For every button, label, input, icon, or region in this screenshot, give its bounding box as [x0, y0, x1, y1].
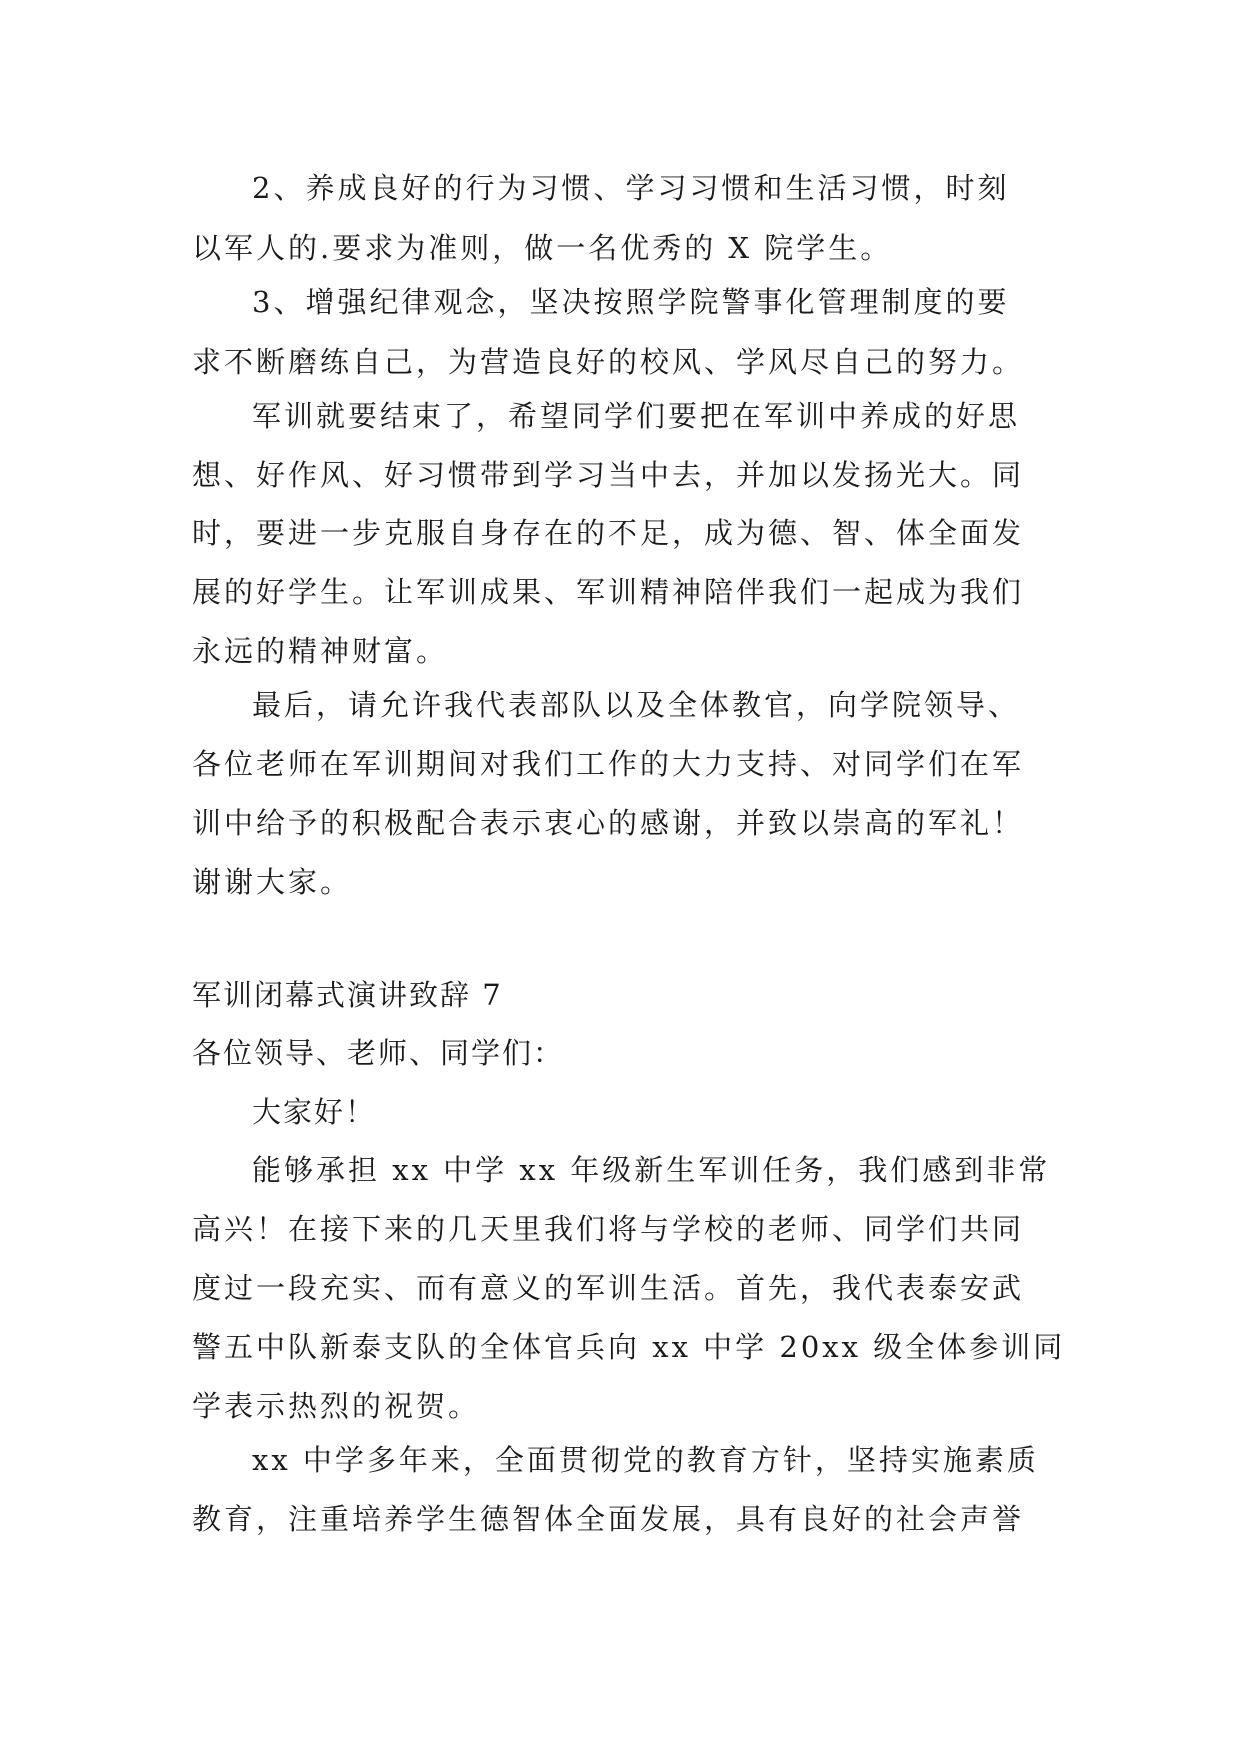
paragraph-line: 永远的精神财富。 [192, 634, 449, 668]
greeting: 大家好！ [252, 1095, 377, 1129]
paragraph-line: 训中给予的积极配合表示衷心的感谢，并致以崇高的军礼！ [192, 806, 1025, 840]
paragraph-line: 2、养成良好的行为习惯、学习习惯和生活习惯，时刻 [252, 171, 1010, 205]
paragraph-line: 能够承担 xx 中学 xx 年级新生军训任务，我们感到非常 [252, 1153, 1051, 1187]
section-heading: 军训闭幕式演讲致辞 7 [192, 978, 503, 1012]
paragraph-line: 教育，注重培养学生德智体全面发展，具有良好的社会声誉 [192, 1502, 1025, 1536]
paragraph-line: 谢谢大家。 [192, 865, 353, 899]
paragraph-line: 展的好学生。让军训成果、军训精神陪伴我们一起成为我们 [192, 575, 1025, 609]
paragraph-line: 想、好作风、好习惯带到学习当中去，并加以发扬光大。同 [192, 458, 1025, 492]
paragraph-line: 各位老师在军训期间对我们工作的大力支持、对同学们在军 [192, 747, 1025, 781]
paragraph-line: 以军人的.要求为准则，做一名优秀的 X 院学生。 [192, 231, 893, 265]
paragraph-line: 求不断磨练自己，为营造良好的校风、学风尽自己的努力。 [192, 345, 1025, 379]
paragraph-line: 度过一段充实、而有意义的军训生活。首先，我代表泰安武 [192, 1271, 1025, 1305]
paragraph-line: 警五中队新泰支队的全体官兵向 xx 中学 20xx 级全体参训同 [192, 1330, 1066, 1364]
paragraph-line: 学表示热烈的祝贺。 [192, 1389, 481, 1423]
paragraph-line: 高兴！在接下来的几天里我们将与学校的老师、同学们共同 [192, 1212, 1025, 1246]
paragraph-line: xx 中学多年来，全面贯彻党的教育方针，坚持实施素质 [252, 1443, 1039, 1477]
paragraph-line: 时，要进一步克服自身存在的不足，成为德、智、体全面发 [192, 516, 1025, 550]
paragraph-line: 3、增强纪律观念，坚决按照学院警事化管理制度的要 [252, 285, 1010, 319]
paragraph-line: 军训就要结束了，希望同学们要把在军训中养成的好思 [252, 399, 1021, 433]
salutation: 各位领导、老师、同学们： [192, 1036, 565, 1070]
paragraph-line: 最后，请允许我代表部队以及全体教官，向学院领导、 [252, 688, 1021, 722]
